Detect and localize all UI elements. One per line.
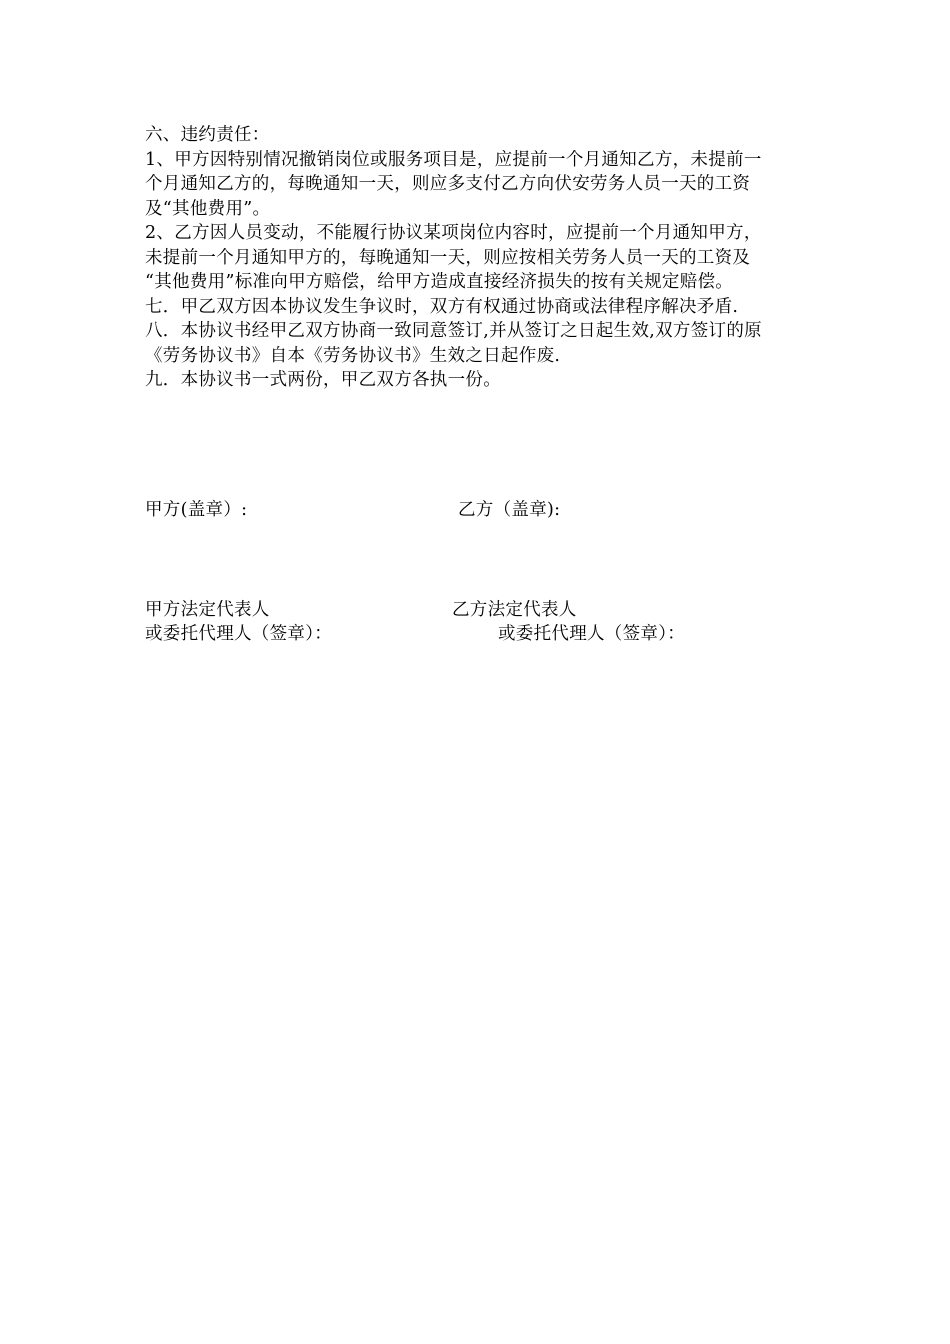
party-b-seal-label: 乙方（盖章): <box>458 500 561 520</box>
clause-line: 及“其他费用”。 <box>145 198 271 219</box>
party-a-agent-signature-label: 或委托代理人（签章）： <box>145 624 333 644</box>
clause-line: 《劳务协议书》自本《劳务协议书》生效之日起作废. <box>145 345 561 366</box>
party-a-seal-label: 甲方(盖章）: <box>145 500 248 520</box>
clause-line: 九．本协议书一式两份，甲乙双方各执一份。 <box>145 370 501 390</box>
party-a-representative-label: 甲方法定代表人 <box>145 600 270 620</box>
section-heading-breach: 六、违约责任： <box>145 125 270 145</box>
agreement-clauses <box>145 123 810 393</box>
clause-line: 2、乙方因人员变动，不能履行协议某项岗位内容时，应提前一个月通知甲方， <box>145 223 762 243</box>
clause-line: “其他费用”标准向甲方赔偿，给甲方造成直接经济损失的按有关规定赔偿。 <box>145 272 734 292</box>
clause-line: 未提前一个月通知甲方的，每晚通知一天，则应按相关劳务人员一天的工资及 <box>145 247 751 268</box>
clause-line: 个月通知乙方的，每晚通知一天，则应多支付乙方向伏安劳务人员一天的工资 <box>145 174 751 194</box>
party-b-agent-signature-label: 或委托代理人（签章）： <box>498 624 686 644</box>
clause-line: 八．本协议书经甲乙双方协商一致同意签订,并从签订之日起生效,双方签订的原 <box>145 321 762 341</box>
clause-line: 1、甲方因特别情况撤销岗位或服务项目是，应提前一个月通知乙方，未提前一 <box>145 149 762 170</box>
clause-line: 七．甲乙双方因本协议发生争议时，双方有权通过协商或法律程序解决矛盾. <box>145 296 739 317</box>
party-b-representative-label: 乙方法定代表人 <box>452 600 577 620</box>
